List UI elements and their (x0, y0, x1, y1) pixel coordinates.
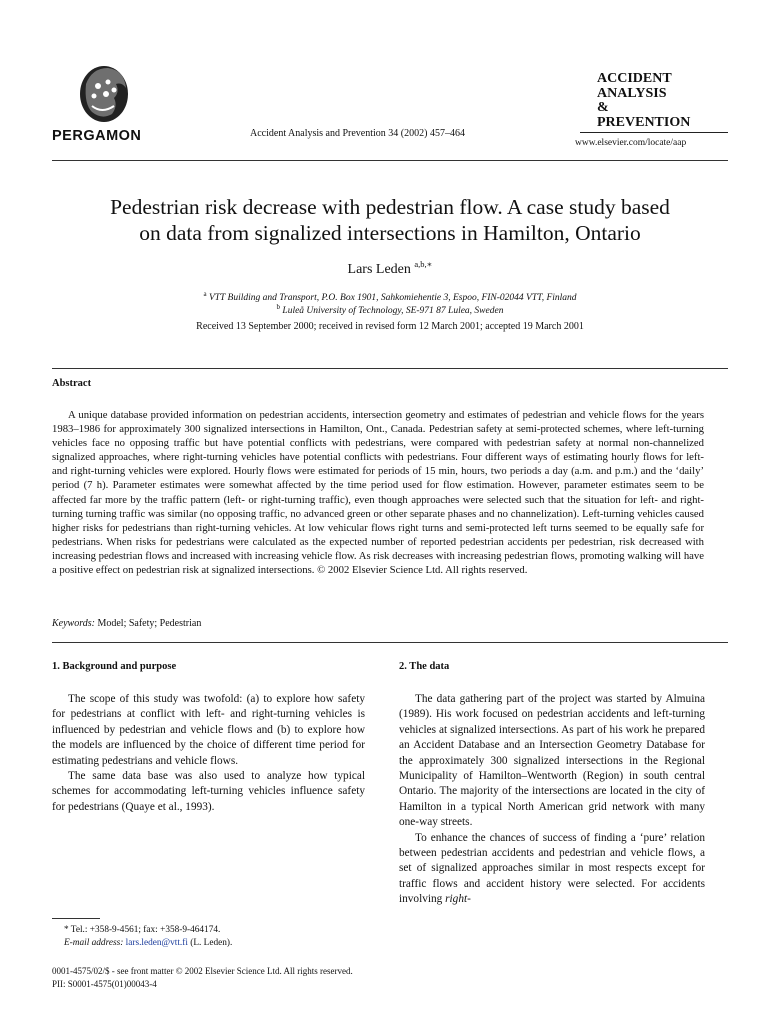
abstract-text: A unique database provided information on pedestrian accidents, intersection geometry and estimates of pedestrian and vehicle flows for the years 1983–1986 for approximately 300 signalized intersections in Hamilton, Ont., Canada. Pedestrian safety at semi-protected schemes, where left-turning vehicles face no opposing traffic but have potential conflicts with pedestrians, were compared with pedestrian safety at normal non-channelized signalized approaches, where right-turning vehicles have potential conflicts with pedestrians. Four different ways of estimating hourly flows for left- and right-turning vehicles were explored. Hourly flows were estimated for periods of 15 min, hours, two periods a day (a.m. and p.m.) and the ‘daily’ period (7 h). Parameter estimates were somewhat affected by the time period used for flow estimation. However, parameter estimates seem to be affected far more by the traffic pattern (left- or right-turning traffic), even though approaches were selected such that the situation for left- and right-turning turning traffic was similar (no opposing traffic, no advanced green or other separate phases and no channelization). Left-turning vehicles caused higher risks for pedestrians than right-turning vehicles. At low vehicular flows right turns and semi-protected left turns seemed to be equally safe for pedestrians. When risks for pedestrians were calculated as the expected number of reported pedestrian accidents per pedestrian, risk decreased with increasing pedestrian flows and increased with increasing vehicle flow. As risk decreases with increasing pedestrian flows, promoting walking will have a positive effect on pedestrian risk at signalized intersections. © 2002 Elsevier Science Ltd. All rights reserved. (52, 409, 704, 577)
keywords-label: Keywords: (52, 618, 95, 629)
affiliation-text: VTT Building and Transport, P.O. Box 1901, Sahkomiehentie 3, Espoo, FIN-02044 VTT, Finland (208, 293, 577, 303)
author-affiliation-marks: a,b,∗ (414, 259, 433, 269)
divider (580, 132, 728, 133)
received-dates: Received 13 September 2000; received in revised form 12 March 2001; accepted 19 March 2001 (196, 321, 584, 332)
pergamon-logo (72, 62, 136, 126)
front-matter (52, 965, 353, 990)
pii-line: PII: S0001-4575(01)00043-4 (52, 978, 157, 989)
section-heading: 1. Background and purpose (52, 661, 177, 672)
copyright-line: 0001-4575/02/$ - see front matter © 2002 Elsevier Science Ltd. All rights reserved. (52, 966, 353, 976)
paragraph-text: To enhance the chances of success of finding a ‘pure’ relation between pedestrian accidents and pedestrian and vehicle flows, a set of signalized approaches similar in most respects except for traffic flows and accident history were selected. For accidents involving (399, 831, 705, 906)
paragraph (399, 831, 705, 908)
footnote-tel: * Tel.: +358-9-4561; fax: +358-9-464174. (64, 925, 221, 935)
author-name: Lars Leden (347, 262, 411, 277)
email-suffix: (L. Leden). (190, 938, 233, 948)
author (52, 259, 728, 278)
journal-url[interactable]: www.elsevier.com/locate/aap (575, 138, 687, 148)
email-link[interactable]: lars.leden@vtt.fi (125, 938, 188, 948)
affiliation-mark: a (203, 290, 207, 298)
title-line: Pedestrian risk decrease with pedestrian flow. A case study based (110, 195, 670, 219)
section-heading: 2. The data (399, 661, 450, 672)
paragraph: The same data base was also used to analyze how typical schemes for accommodating left-turning vehicles influence safety for pedestrians (Quaye et al., 1993). (52, 770, 365, 813)
journal-title-line: & (597, 100, 609, 115)
right-column (399, 692, 705, 908)
left-column (52, 692, 365, 815)
journal-title-line: ACCIDENT (597, 71, 672, 86)
email-label: E-mail address: (64, 938, 124, 948)
journal-citation: Accident Analysis and Prevention 34 (2002) 457–464 (250, 128, 465, 139)
footnote-rule (52, 918, 100, 919)
keywords-list: Model; Safety; Pedestrian (97, 618, 202, 629)
affiliation (52, 303, 728, 316)
article-title (52, 194, 728, 246)
affiliation-mark: b (276, 303, 281, 311)
journal-title (597, 72, 690, 130)
affiliation-text: Luleå University of Technology, SE-971 87 Lulea, Sweden (282, 306, 504, 316)
divider (52, 642, 728, 643)
abstract-heading: Abstract (52, 378, 92, 389)
journal-title-line: PREVENTION (597, 114, 691, 130)
affiliation (52, 290, 728, 303)
journal-title-line: ANALYSIS (597, 85, 667, 101)
divider (52, 368, 728, 369)
keywords (52, 618, 201, 629)
title-line: on data from signalized intersections in Hamilton, Ontario (139, 221, 641, 245)
footnote-email (64, 937, 384, 949)
paragraph: The scope of this study was twofold: (a) to explore how safety for pedestrians at conflict with left- and right-turning vehicles is influenced by pedestrian and vehicle flows and (b) to explore how the models are influenced by the choice of different time period for estimating pedestrians and vehicle flows. (52, 693, 365, 767)
paragraph-italic-word: right- (445, 893, 471, 906)
divider (52, 160, 728, 161)
publisher-name: PERGAMON (52, 128, 142, 144)
paragraph: The data gathering part of the project was started by Almuina (1989). His work focused on pedestrian accidents and left-turning vehicles at signalized intersections. As part of his work he prepared an Accident Database and an Intersection Geometry Database for the approximately 300 signalized intersections in the Regional Municipality of Hamilton–Wentworth (Region) in south central Ontario. The majority of the intersections are located in the city of Hamilton in a typical North American grid network with many one-way streets. (399, 693, 705, 829)
